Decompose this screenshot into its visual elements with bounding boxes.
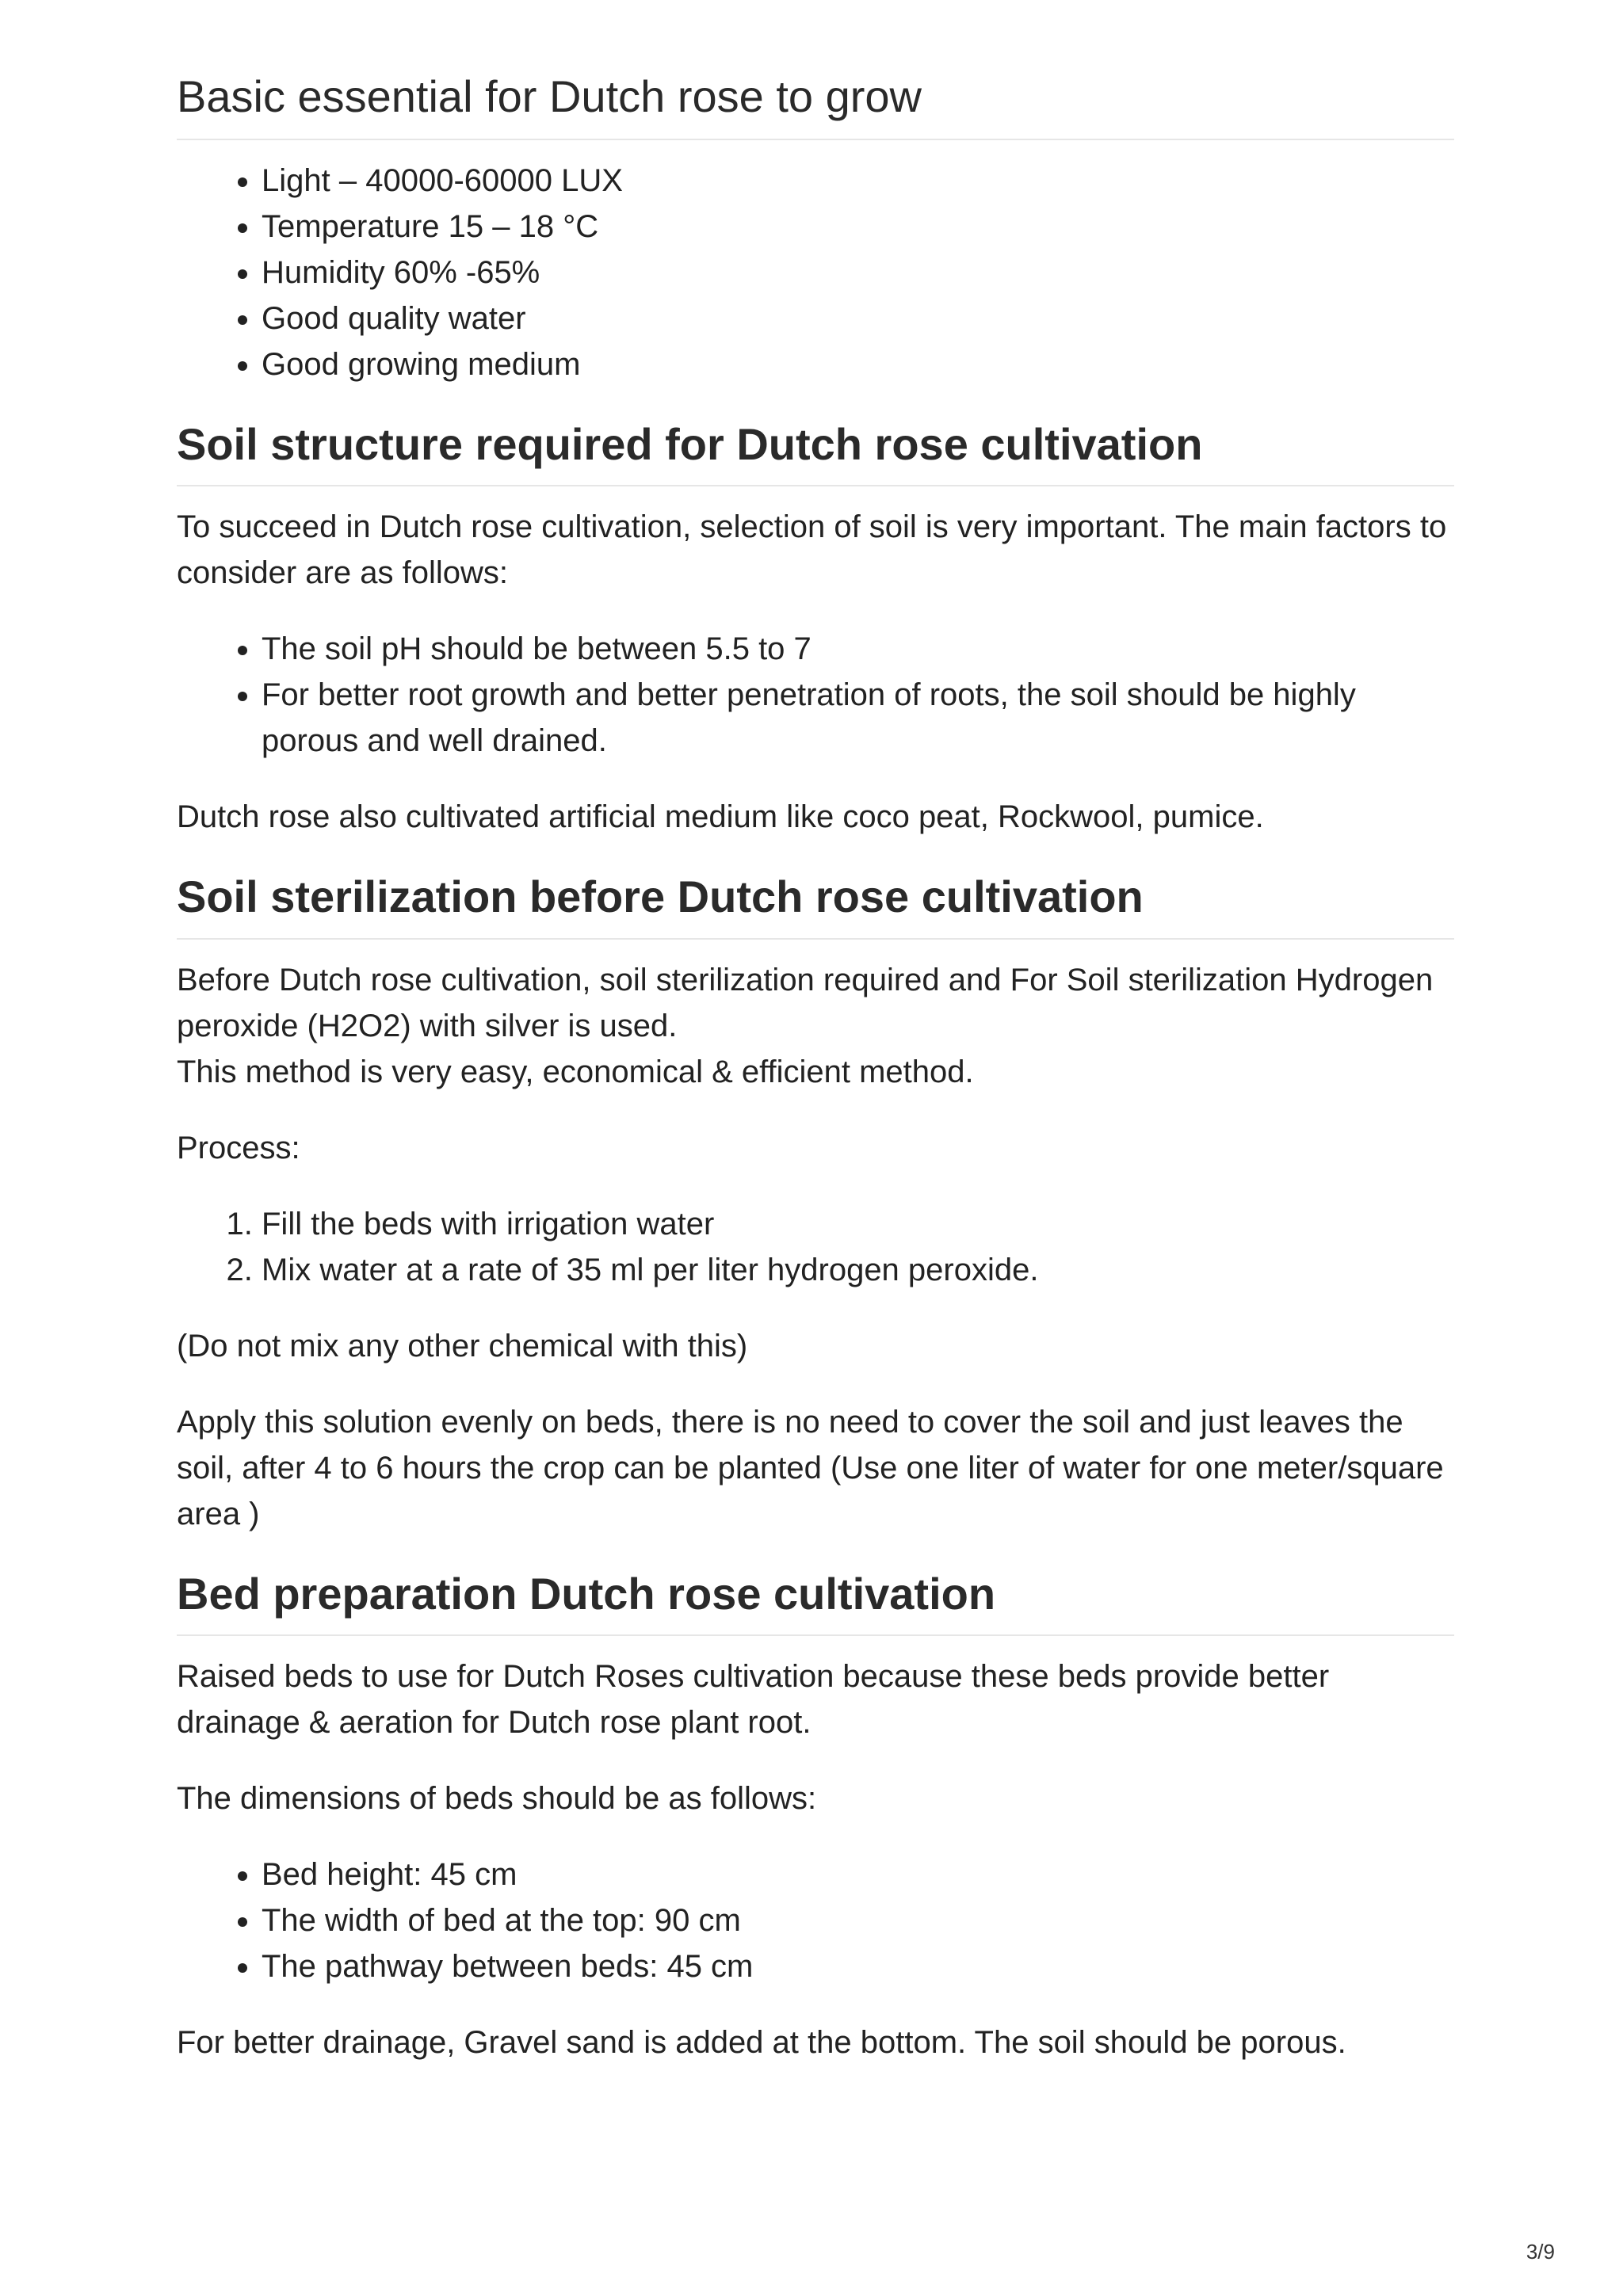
list-item: • Light – 40000-60000 LUX [262, 158, 1454, 204]
section-title-sterilization: Soil sterilization before Dutch rose cultivation [177, 870, 1454, 939]
list-item: 2. Mix water at a rate of 35 ml per liter hydrogen peroxide. [262, 1247, 1454, 1293]
list-item: • Temperature 15 – 18 °C [262, 204, 1454, 250]
dimensions-label: The dimensions of beds should be as follows: [177, 1780, 817, 1816]
soil-structure-list [177, 626, 1454, 764]
list-item: • Good growing medium [262, 341, 1454, 387]
sterilization-intro-line2: This method is very easy, economical & efficient method. [177, 1054, 974, 1089]
list-item: • The pathway between beds: 45 cm [262, 1943, 1454, 1989]
soil-structure-note: Dutch rose also cultivated artificial medium like coco peat, Rockwool, pumice. [177, 799, 1264, 835]
list-item: • Good quality water [262, 296, 1454, 341]
apply-instructions: Apply this solution evenly on beds, there is no need to cover the soil and just leaves the soil, after 4 to 6 hours the crop can be planted (Use one liter of water for one meter/square area ) [177, 1404, 1444, 1531]
section-title-basics: Basic essential for Dutch rose to grow [177, 70, 1454, 140]
bed-prep-intro: Raised beds to use for Dutch Roses cultivation because these beds provide better drainage & aeration for Dutch rose plant root. [177, 1658, 1330, 1740]
section-title-soil-structure: Soil structure required for Dutch rose cultivation [177, 418, 1454, 486]
process-label: Process: [177, 1130, 300, 1165]
sterilization-intro-line1: Before Dutch rose cultivation, soil sterilization required and For Soil sterilization Hydrogen peroxide (H2O2) with silver is used. [177, 962, 1434, 1043]
process-steps [177, 1201, 1454, 1293]
list-item: • For better root growth and better penetration of roots, the soil should be highly porous and well drained. [262, 672, 1454, 764]
sterilization-intro [177, 957, 1454, 1095]
section-title-bed-preparation: Bed preparation Dutch rose cultivation [177, 1567, 1454, 1636]
caution-note: (Do not mix any other chemical with this) [177, 1328, 748, 1363]
bed-dimensions-list [177, 1852, 1454, 1989]
list-item: 1. Fill the beds with irrigation water [262, 1201, 1454, 1247]
list-item: • Bed height: 45 cm [262, 1852, 1454, 1897]
list-item: • Humidity 60% -65% [262, 250, 1454, 296]
page-number: 3/9 [1526, 2240, 1555, 2264]
document-page [177, 70, 1454, 2096]
basics-list [177, 158, 1454, 387]
list-item: • The width of bed at the top: 90 cm [262, 1897, 1454, 1943]
soil-structure-intro: To succeed in Dutch rose cultivation, selection of soil is very important. The main factors to consider are as follows: [177, 509, 1447, 591]
list-item: • The soil pH should be between 5.5 to 7 [262, 626, 1454, 672]
bed-prep-note: For better drainage, Gravel sand is added at the bottom. The soil should be porous. [177, 2024, 1346, 2060]
